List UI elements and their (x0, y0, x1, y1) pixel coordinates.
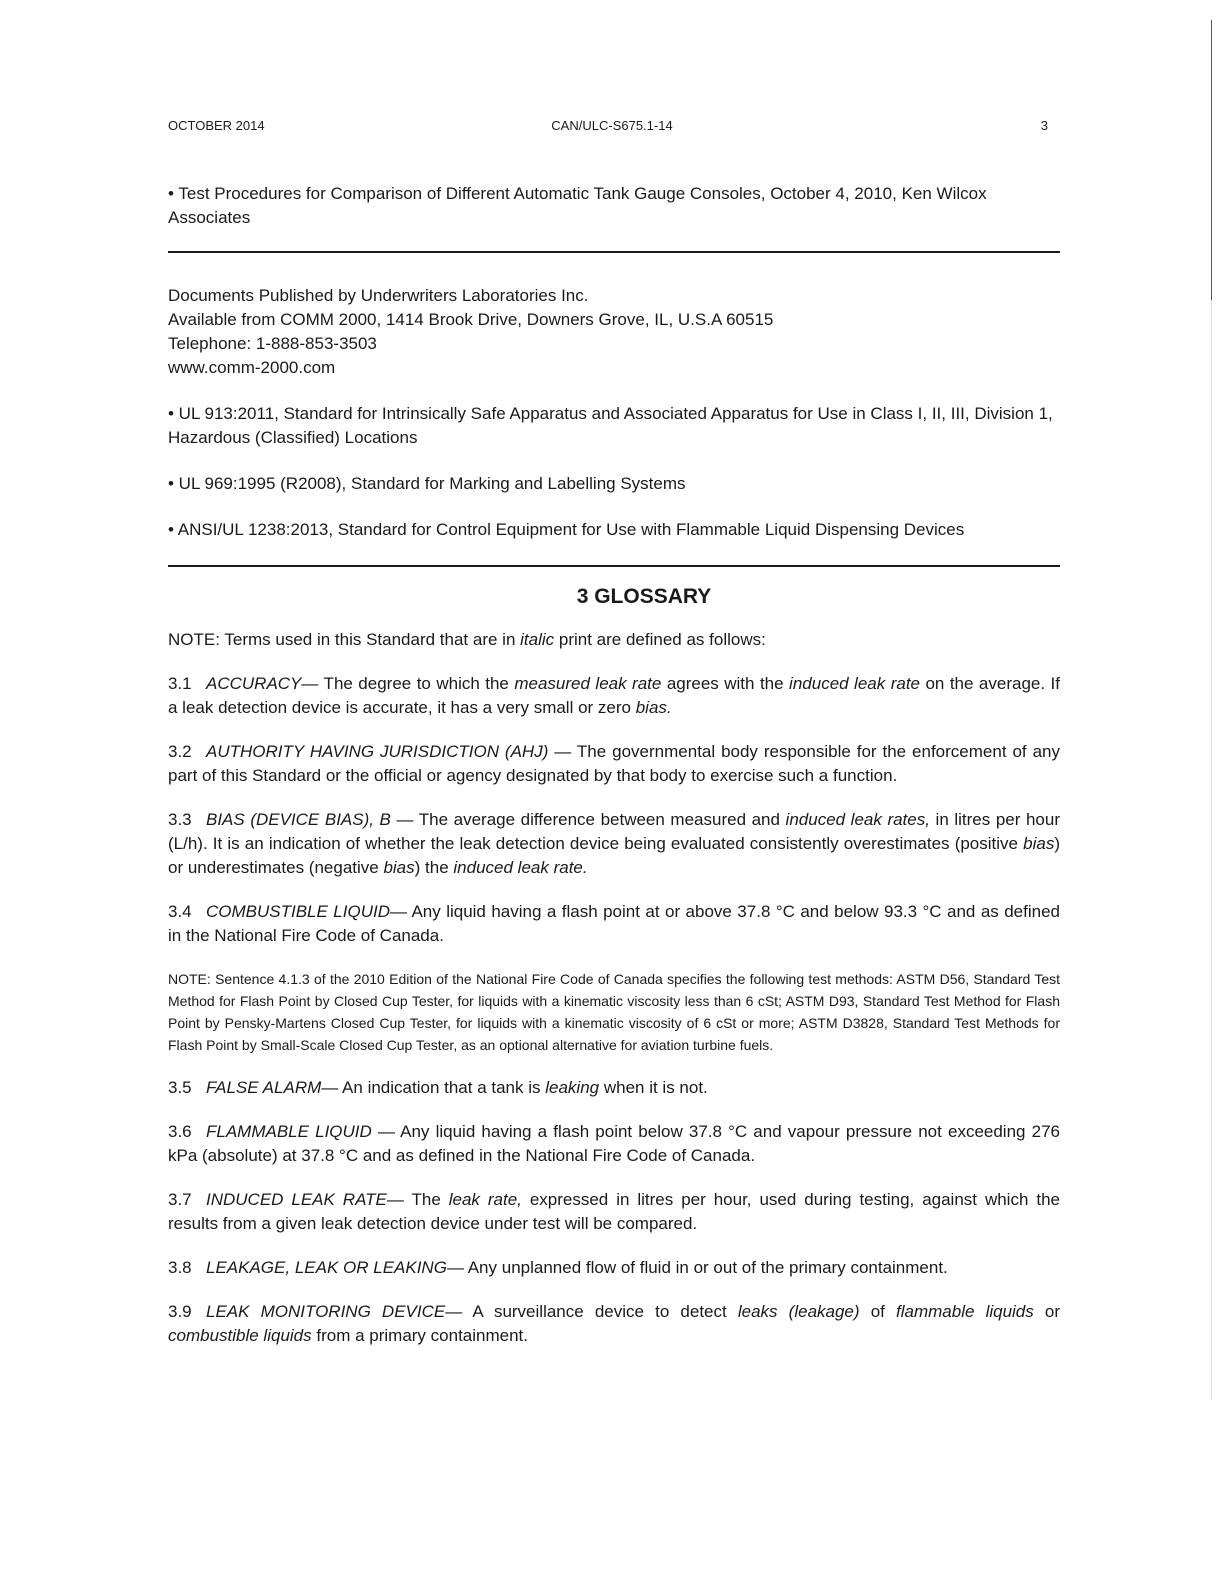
glossary-heading: 3 GLOSSARY (576, 585, 712, 608)
scan-edge-mark (1211, 20, 1212, 302)
reference-item-ul913: • UL 913:2011, Standard for Intrinsically Safe Apparatus and Associated Apparatus for Use in Class I, II, III, Division 1, Hazardous (Classified) Locations (168, 404, 1053, 447)
glossary-note: NOTE: Terms used in this Standard that are in italic print are defined as follows: (168, 630, 766, 649)
reference-item-ken-wilcox: • Test Procedures for Comparison of Different Automatic Tank Gauge Consoles, October 4, 2010, Ken Wilcox Associates (168, 184, 987, 227)
definition-3-5: 3.5 FALSE ALARM— An indication that a tank is leaking when it is not. (168, 1078, 708, 1097)
definition-3-1: 3.1 ACCURACY— The degree to which the measured leak rate agrees with the induced leak rate on the average. If a leak detection device is accurate, it has a very small or zero bias. (168, 674, 1060, 717)
reference-item-ul969: • UL 969:1995 (R2008), Standard for Marking and Labelling Systems (168, 474, 686, 493)
section-divider (168, 251, 1060, 253)
scan-edge-mark-faint (1211, 300, 1212, 1400)
definition-3-9: 3.9 LEAK MONITORING DEVICE— A surveillance device to detect leaks (leakage) of flammable liquids or combustible liquids from a primary containment. (168, 1302, 1061, 1345)
publisher-address: Available from COMM 2000, 1414 Brook Drive, Downers Grove, IL, U.S.A 60515 (168, 310, 774, 329)
publisher-telephone: Telephone: 1-888-853-3503 (168, 334, 377, 353)
publisher-website: www.comm-2000.com (168, 358, 336, 377)
page-content (168, 182, 1060, 1348)
definition-3-6: 3.6 FLAMMABLE LIQUID — Any liquid having a flash point below 37.8 °C and vapour pressure not exceeding 276 kPa (absolute) at 37.8 °C and as defined in the National Fire Code of Canada. (168, 1122, 1060, 1165)
definition-3-7: 3.7 INDUCED LEAK RATE— The leak rate, expressed in litres per hour, used during testing, against which the results from a given leak detection device under test will be compared. (168, 1190, 1060, 1233)
definition-3-4: 3.4 COMBUSTIBLE LIQUID— Any liquid having a flash point at or above 37.8 °C and below 93.3 °C and as defined in the National Fire Code of Canada. (168, 902, 1060, 945)
definition-3-2: 3.2 AUTHORITY HAVING JURISDICTION (AHJ) — The governmental body responsible for the enforcement of any part of this Standard or the official or agency designated by that body to exercise such a function. (168, 742, 1060, 785)
definition-3-4-note: NOTE: Sentence 4.1.3 of the 2010 Edition of the National Fire Code of Canada specifies the following test methods: ASTM D56, Standard Test Method for Flash Point by Closed Cup Tester, for liquids with a kinematic viscosity less than 6 cSt; ASTM D93, Standard Test Method for Flash Point by Pensky-Martens Closed Cup Tester, for liquids with a kinematic viscosity of 6 cSt or more; ASTM D3828, Standard Test Methods for Flash Point by Small-Scale Closed Cup Tester, as an optional alternative for aviation turbine fuels. (168, 971, 1060, 1053)
publisher-line: Documents Published by Underwriters Laboratories Inc. (168, 286, 589, 305)
header-date: OCTOBER 2014 (168, 118, 265, 133)
reference-item-ul1238: • ANSI/UL 1238:2013, Standard for Control Equipment for Use with Flammable Liquid Dispensing Devices (168, 520, 965, 539)
ul-publisher-block (168, 284, 1060, 380)
page-header (168, 118, 1056, 138)
page-number: 3 (1040, 118, 1048, 133)
header-standard-id: CAN/ULC-S675.1-14 (551, 118, 673, 133)
section-divider (168, 565, 1060, 567)
definition-3-3: 3.3 BIAS (DEVICE BIAS), B — The average difference between measured and induced leak rates, in litres per hour (L/h). It is an indication of whether the leak detection device being evaluated consistently overestimates (positive bias) or underestimates (negative bias) the induced leak rate. (168, 810, 1061, 877)
definition-3-8: 3.8 LEAKAGE, LEAK OR LEAKING— Any unplanned flow of fluid in or out of the primary containment. (168, 1258, 948, 1277)
